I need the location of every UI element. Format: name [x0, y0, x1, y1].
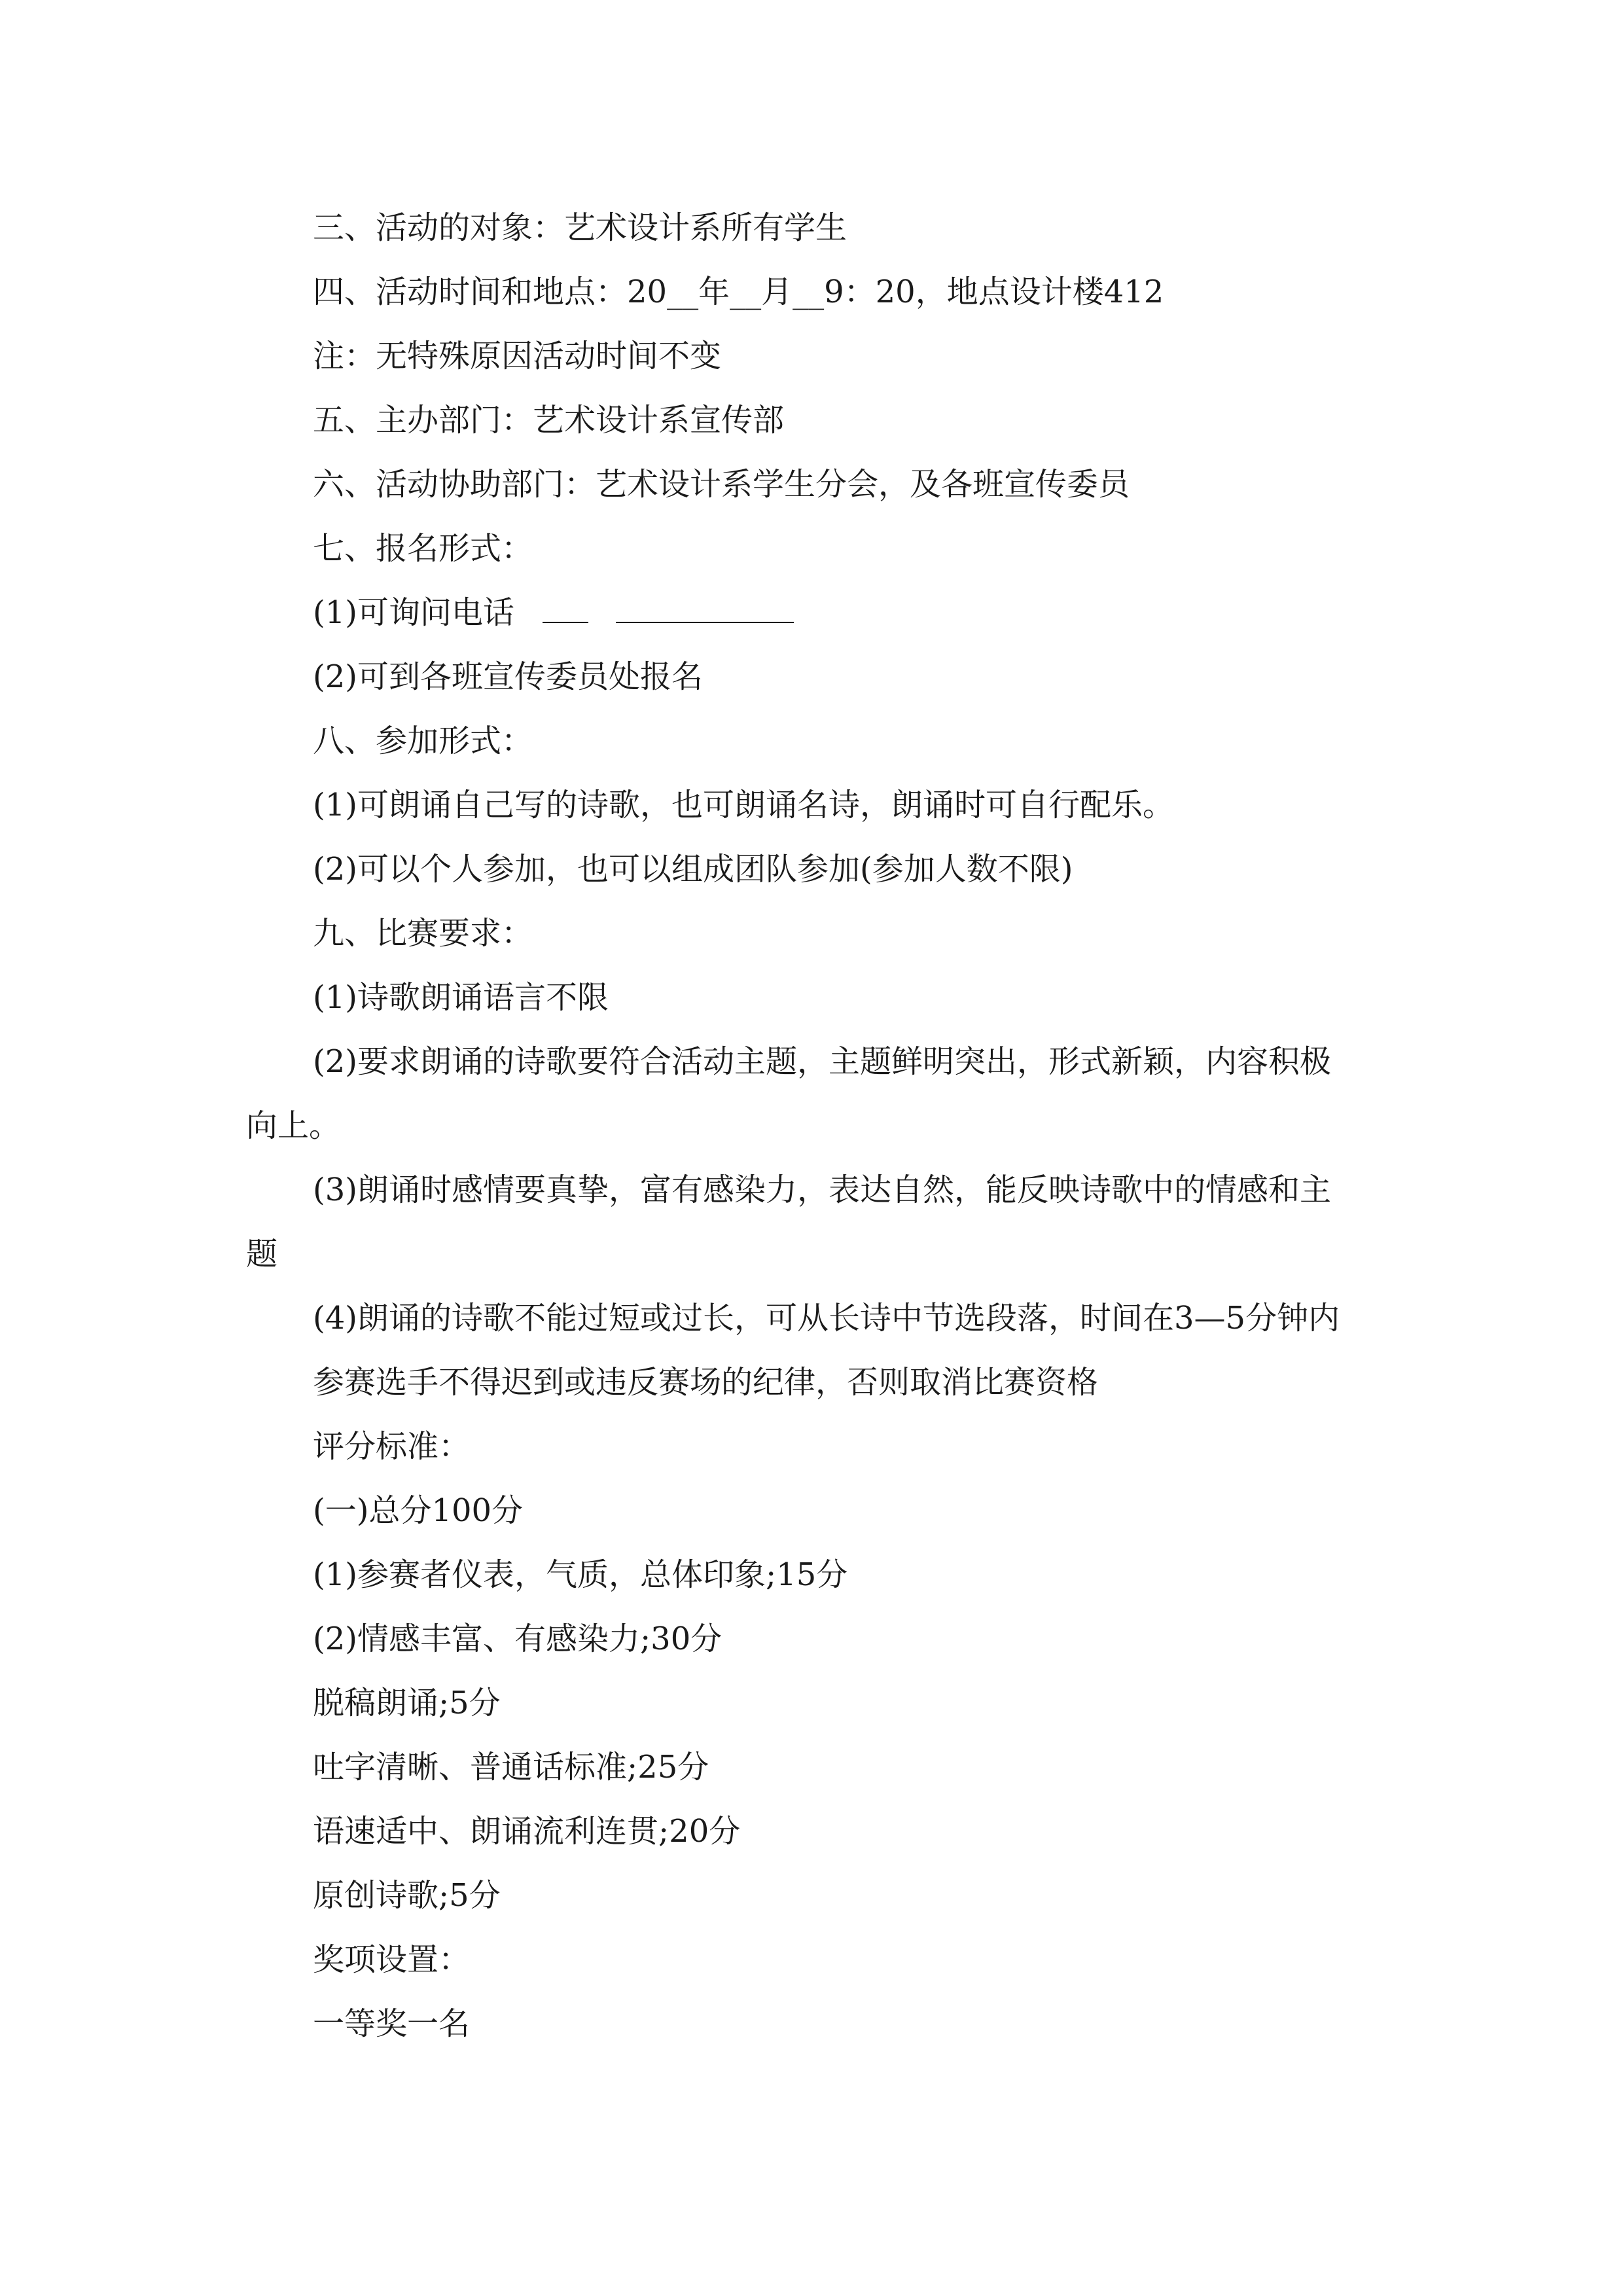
requirement-line-3: (3)朗诵时感情要真挚，富有感染力，表达自然，能反映诗歌中的情感和主 — [313, 1172, 1331, 1208]
requirement-line-4: (4)朗诵的诗歌不能过短或过长，可从长诗中节选段落，时间在3—5分钟内 — [313, 1300, 1340, 1336]
section-5-organizer: 五、主办部门：艺术设计系宣传部 — [313, 402, 785, 439]
scoring-heading: 评分标准： — [313, 1428, 471, 1465]
requirement-line-1: (1)诗歌朗诵语言不限 — [313, 979, 609, 1016]
registration-phone-label: (1)可询问电话 — [313, 594, 514, 631]
award-first-prize: 一等奖一名 — [313, 2005, 471, 2042]
scoring-total: (一)总分100分 — [313, 1492, 524, 1529]
registration-phone-line — [313, 593, 1393, 632]
scoring-fluency: 语速适中、朗诵流利连贯;20分 — [313, 1813, 741, 1850]
scoring-appearance: (1)参赛者仪表，气质，总体印象;15分 — [313, 1556, 848, 1593]
requirement-discipline: 参赛选手不得迟到或违反赛场的纪律，否则取消比赛资格 — [313, 1364, 1099, 1401]
registration-class-line: (2)可到各班宣传委员处报名 — [313, 658, 703, 695]
section-4-time-place: 四、活动时间和地点：20__年__月__9：20，地点设计楼412 — [313, 274, 1164, 310]
awards-heading: 奖项设置： — [313, 1941, 471, 1978]
scoring-recitation: 脱稿朗诵;5分 — [313, 1685, 501, 1721]
note-time-unchanged: 注：无特殊原因活动时间不变 — [313, 338, 722, 374]
phone-blank-short — [543, 593, 588, 623]
participation-line-2: (2)可以个人参加，也可以组成团队参加(参加人数不限) — [313, 851, 1073, 888]
scoring-original: 原创诗歌;5分 — [313, 1877, 501, 1914]
participation-line-1: (1)可朗诵自己写的诗歌，也可朗诵名诗，朗诵时可自行配乐。 — [313, 787, 1174, 823]
phone-blank-long — [616, 593, 794, 623]
section-9-heading: 九、比赛要求： — [313, 915, 533, 952]
scoring-emotion: (2)情感丰富、有感染力;30分 — [313, 1621, 722, 1657]
scoring-pronunciation: 吐字清晰、普通话标准;25分 — [313, 1749, 709, 1785]
requirement-line-2: (2)要求朗诵的诗歌要符合活动主题，主题鲜明突出，形式新颖，内容积极 — [313, 1043, 1331, 1080]
requirement-line-2-cont: 向上。 — [246, 1107, 341, 1144]
requirement-line-3-cont: 题 — [246, 1236, 278, 1272]
section-7-heading: 七、报名形式： — [313, 530, 533, 567]
section-8-heading: 八、参加形式： — [313, 723, 533, 759]
section-3-target: 三、活动的对象：艺术设计系所有学生 — [313, 209, 847, 246]
section-6-assistant: 六、活动协助部门：艺术设计系学生分会，及各班宣传委员 — [313, 466, 1130, 503]
